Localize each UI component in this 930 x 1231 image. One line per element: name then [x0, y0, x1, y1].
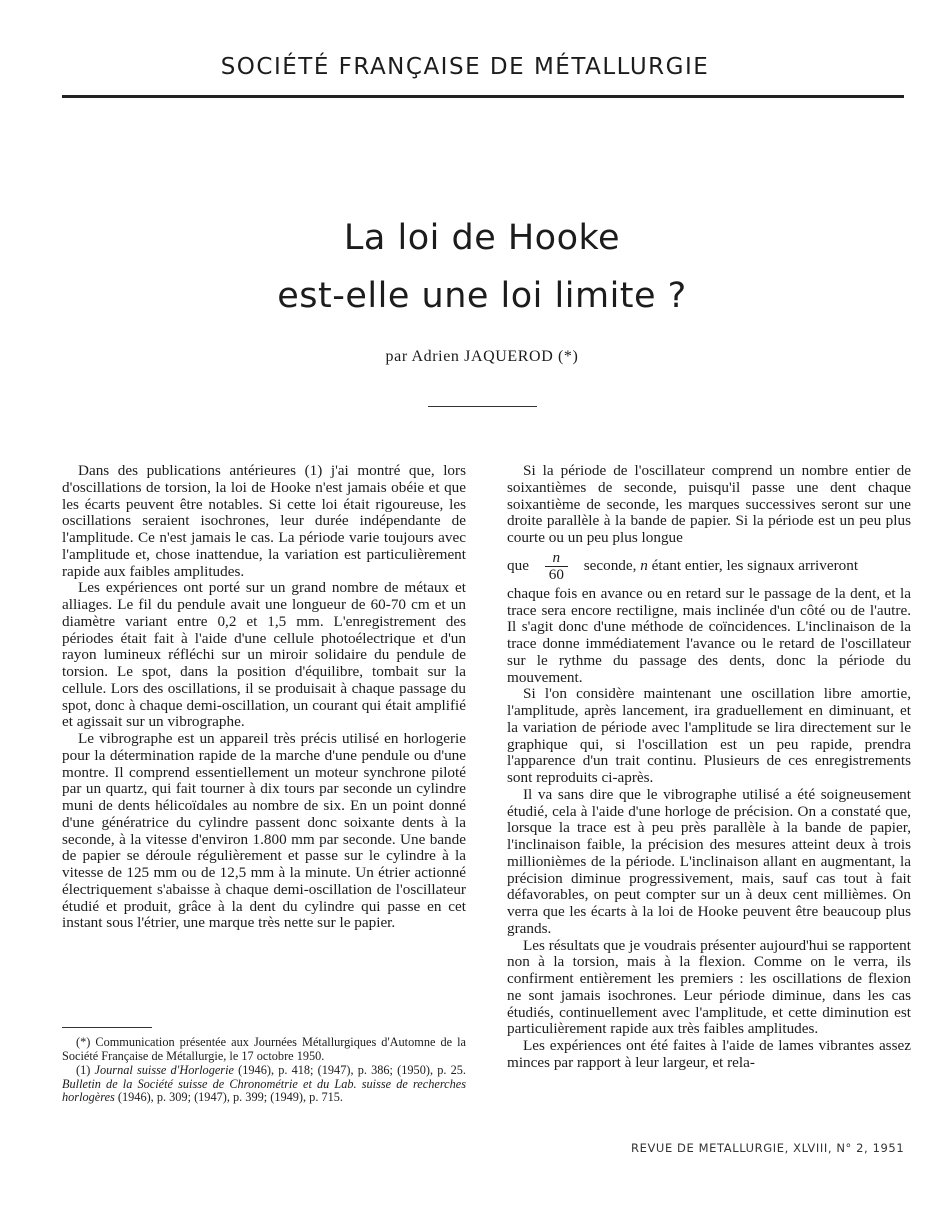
paragraph: Il va sans dire que le vibrographe utilisé a été soigneusement étudié, cela à l'aide d'une horloge de précision. On a constaté que, lorsque la trace est à peu près parallèle à la bande de papier, l'inclinaison faible, la précision des mesures atteint deux à trois millionièmes de la période. L'inclinaison allant en augmentant, la précision diminue progressivement, mais, sauf cas tout à fait défavorables, on peut compter sur un à deux cent millièmes. On verra que les écarts à la loi de Hooke peuvent être beaucoup plus grands.	[507, 785, 911, 937]
fraction-denominator: 60	[548, 565, 564, 583]
variable-n: n	[640, 556, 648, 574]
paragraph: Dans des publications antérieures (1) j'ai montré que, lors d'oscillations de torsion, la loi de Hooke n'est jamais obéie et que les écarts peuvent être notables. Si cette loi était rigoureuse, les oscillations seraient isochrones, leur durée indépendante de l'amplitude. Ce n'est jamais le cas. La période varie toujours avec l'amplitude et, chose inattendue, la variation est particulièrement rapide aux faibles amplitudes.	[62, 462, 466, 580]
footnote-part: (1)	[76, 1063, 95, 1078]
footnote	[62, 1064, 466, 1105]
article-title-line-2: est-elle une loi limite ?	[277, 276, 687, 316]
paragraph: Si l'on considère maintenant une oscillation libre amortie, l'amplitude, après lancement, ira graduellement en diminuant, et la variation de période avec l'amplitude se lira directement sur le graphique qui, si l'oscillation est un peu rapide, prendra l'apparence d'un trait continu. Plusieurs de ces enregistrements sont reproduits ci-après.	[507, 685, 911, 786]
journal-citation: REVUE DE METALLURGIE, XLVIII, N° 2, 1951	[631, 1141, 905, 1155]
header-rule	[62, 95, 904, 98]
paragraph: Les résultats que je voudrais présenter aujourd'hui se rapportent non à la torsion, mais à la flexion. Comme on le verra, ils confirment entièrement les premiers : les oscillations de flexion ne sont jamais isochrones. Leur période diminue, dans les cas étudiés, continuellement avec l'amplitude, et cette diminution est particulièrement rapide aux très faibles amplitudes.	[507, 936, 911, 1038]
footnote-part: (1946), p. 418; (1947), p. 386; (1950), p. 25.	[233, 1063, 466, 1078]
paragraph: Les expériences ont été faites à l'aide de lames vibrantes assez minces par rapport à leur largeur, et rela-	[507, 1037, 911, 1071]
journal-header: SOCIÉTÉ FRANÇAISE DE MÉTALLURGIE	[220, 54, 710, 80]
paragraph: Si la période de l'oscillateur comprend un nombre entier de soixantièmes de seconde, puisqu'il passe une dent chaque soixantième de seconde, les marques successives seront sur une droite parallèle à la bande de papier. Si la période est un peu plus courte ou un peu plus longue	[507, 462, 911, 546]
footnotes	[62, 1036, 466, 1106]
footnote-part: (1946), p. 309; (1947), p. 399; (1949), p. 715.	[114, 1090, 343, 1105]
paragraph-continuation: chaque fois en avance ou en retard sur le passage de la dent, et la trace sera encore rectiligne, mais inclinée d'un côté ou de l'autre. Il s'agit donc d'une méthode de coïncidences. L'inclinaison de la trace donne immédiatement l'avance ou le retard de l'oscillateur sur le rythme du passage des dents, donc la période du mouvement.	[507, 584, 911, 686]
author-byline: par Adrien JAQUEROD (*)	[385, 348, 579, 365]
fraction-line	[507, 550, 911, 583]
footnote: (*) Communication présentée aux Journées Métallurgiques d'Automne de la Société Française de Métallurgie, le 17 octobre 1950.	[62, 1035, 466, 1063]
fraction	[545, 550, 568, 583]
paragraph: Le vibrographe est un appareil très précis utilisé en horlogerie pour la détermination rapide de la marche d'une pendule ou d'une montre. Il comprend essentiellement un moteur synchrone piloté par un quartz, qui fait tourner à dix tours par seconde un cylindre muni de dents hélicoïdales au nombre de six. En un point donné d'une génératrice du cylindre passent donc soixante dents à la seconde, à la vitesse d'environ 1.800 mm par seconde. Une bande de papier se déroule régulièrement et passe sur le cylindre à la vitesse de 125 mm ou de 12,5 mm à la minute. Un étrier actionné électriquement s'abaisse à chaque demi-oscillation de l'oscillateur étudié et produit, grâce à la dent du cylindre qui passe en cet instant sous l'étrier, une marque très nette sur le papier.	[62, 730, 466, 932]
text-fragment: seconde,	[583, 556, 641, 574]
right-column	[507, 463, 911, 1072]
journal-reference: Bulletin de la Société suisse de Chronométrie et du Lab. suisse de recherches horlogères	[62, 1076, 466, 1105]
text-fragment: étant entier, les signaux arriveront	[647, 556, 859, 574]
journal-reference: Journal suisse d'Horlogerie	[94, 1063, 234, 1078]
title-separator	[428, 406, 537, 407]
left-column	[62, 463, 466, 932]
text-fragment: que	[507, 556, 529, 574]
footnote-rule	[62, 1027, 152, 1028]
article-title-line-1: La loi de Hooke	[343, 218, 621, 258]
paragraph: Les expériences ont porté sur un grand nombre de métaux et alliages. Le fil du pendule avait une longueur de 60-70 cm et un diamètre variant entre 0,2 et 1,5 mm. L'enregistrement des périodes était fait à l'aide d'une cellule photoélectrique et d'un rayon lumineux réfléchi sur un miroir solidaire du pendule de torsion. Le spot, dans la position d'équilibre, tombait sur la cellule. Lors des oscillations, il se produisait à chaque passage du spot, donc à chaque demi-oscillation, un courant qui était amplifié et agissait sur un vibrographe.	[62, 579, 466, 731]
fraction-numerator: n	[545, 550, 568, 567]
